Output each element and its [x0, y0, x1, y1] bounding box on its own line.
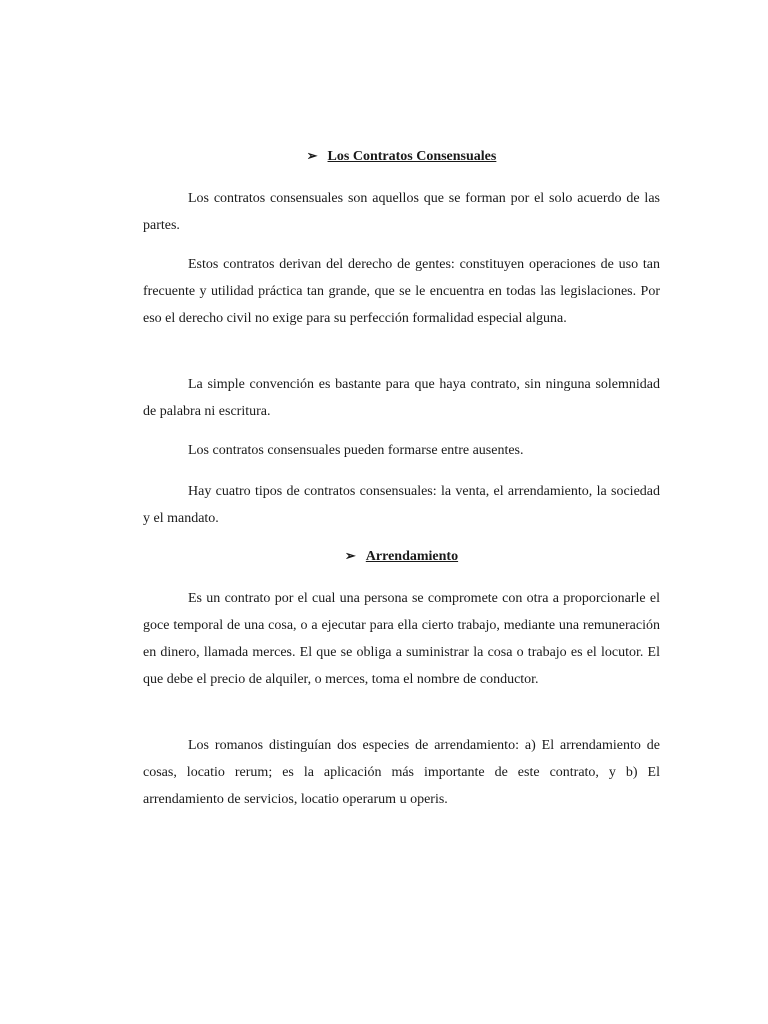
paragraph: Los contratos consensuales son aquellos que se forman por el solo acuerdo de las partes. [143, 191, 660, 233]
paragraph: Estos contratos derivan del derecho de gentes: constituyen operaciones de uso tan frecuente y utilidad práctica tan grande, que se le encuentra en todas las legislaciones. Por eso el derecho civil no exige para su perfección formalidad especial alguna. [143, 257, 660, 326]
paragraph: La simple convención es bastante para que haya contrato, sin ninguna solemnidad de palabra ni escritura. [143, 377, 660, 419]
arrow-bullet-icon: ➢ [306, 148, 318, 163]
section-heading [143, 547, 660, 566]
section-title: Los Contratos Consensuales [327, 149, 497, 164]
section-heading [143, 147, 660, 166]
paragraph: Es un contrato por el cual una persona se compromete con otra a proporcionarle el goce temporal de una cosa, o a ejecutar para ella cierto trabajo, mediante una remuneración en dinero, llamada merces. El que se obliga a suministrar la cosa o trabajo es el locutor. El que debe el precio de alquiler, o merces, toma el nombre de conductor. [143, 591, 660, 687]
paragraph: Hay cuatro tipos de contratos consensuales: la venta, el arrendamiento, la sociedad y el mandato. [143, 484, 660, 526]
arrow-bullet-icon: ➢ [344, 548, 356, 563]
paragraph: Los contratos consensuales pueden formarse entre ausentes. [188, 443, 524, 458]
paragraph: Los romanos distinguían dos especies de arrendamiento: a) El arrendamiento de cosas, locatio rerum; es la aplicación más importante de este contrato, y b) El arrendamiento de servicios, locatio operarum u operis. [143, 738, 660, 807]
section-title: Arrendamiento [365, 549, 459, 564]
